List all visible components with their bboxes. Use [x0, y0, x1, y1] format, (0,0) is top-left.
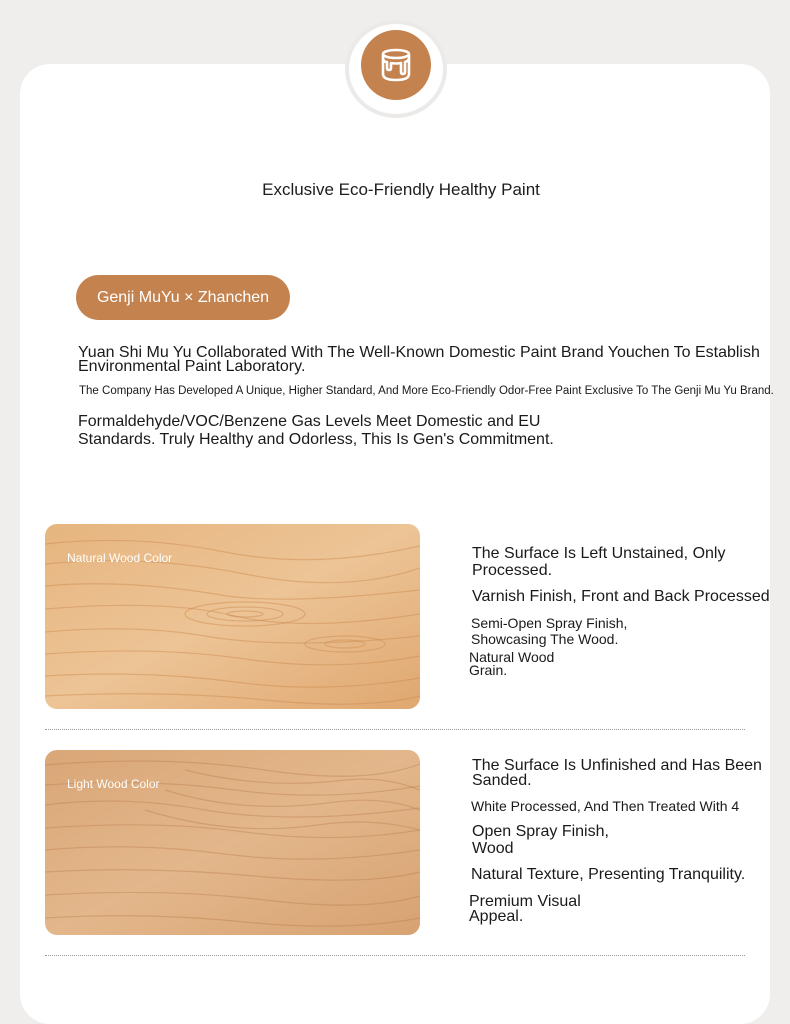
finish-description — [472, 545, 725, 579]
desc-line: Varnish Finish, Front and Back Processed — [472, 588, 770, 605]
divider — [45, 955, 745, 956]
finish-description — [469, 651, 554, 677]
desc-line: The Surface Is Unfinished and Has Been — [472, 757, 762, 774]
swatch-label: Light Wood Color — [67, 777, 160, 791]
intro-subtext: The Company Has Developed A Unique, Higher Standard, And More Eco-Friendly Odor-Free Paint Exclusive To The Genji Mu Yu Brand. — [79, 385, 774, 397]
standards-statement: Formaldehyde/VOC/Benzene Gas Levels Meet Domestic and EU Standards. Truly Healthy and Odorless, This Is Gen's Commitment. — [78, 413, 554, 448]
desc-line: Open Spray Finish, — [472, 823, 609, 840]
desc-line: Showcasing The Wood. — [471, 631, 619, 647]
desc-line: Natural Wood — [469, 649, 555, 665]
brand-collab-pill: Genji MuYu × Zhanchen — [76, 275, 290, 320]
desc-line: Wood — [472, 840, 514, 857]
desc-line: Processed. — [472, 562, 553, 579]
finish-description — [472, 823, 609, 857]
desc-line: Appeal. — [469, 908, 524, 925]
desc-line: White Processed, And Then Treated With 4 — [471, 798, 740, 814]
desc-line: Semi-Open Spray Finish, — [471, 615, 628, 631]
intro-line: Yuan Shi Mu Yu Collaborated With The Well-Known Domestic Paint Brand Youchen To Establish — [78, 344, 760, 361]
finish-description — [472, 758, 762, 788]
natural-wood-swatch — [45, 524, 420, 709]
divider — [45, 729, 745, 730]
desc-line: The Surface Is Left Unstained, Only — [472, 545, 726, 562]
paint-bucket-icon — [376, 45, 416, 85]
desc-line: Premium Visual — [469, 893, 581, 910]
intro-paragraph — [78, 346, 790, 374]
desc-line: Grain. — [469, 662, 508, 678]
finish-description — [471, 615, 627, 647]
light-wood-swatch — [45, 750, 420, 935]
swatch-label: Natural Wood Color — [67, 551, 173, 565]
page-title: Exclusive Eco-Friendly Healthy Paint — [262, 180, 540, 199]
intro-line: Environmental Paint Laboratory. — [78, 358, 306, 375]
desc-line: Natural Texture, Presenting Tranquility. — [471, 866, 746, 883]
desc-line: Sanded. — [472, 772, 532, 789]
badge — [361, 30, 431, 100]
finish-description — [469, 894, 581, 924]
